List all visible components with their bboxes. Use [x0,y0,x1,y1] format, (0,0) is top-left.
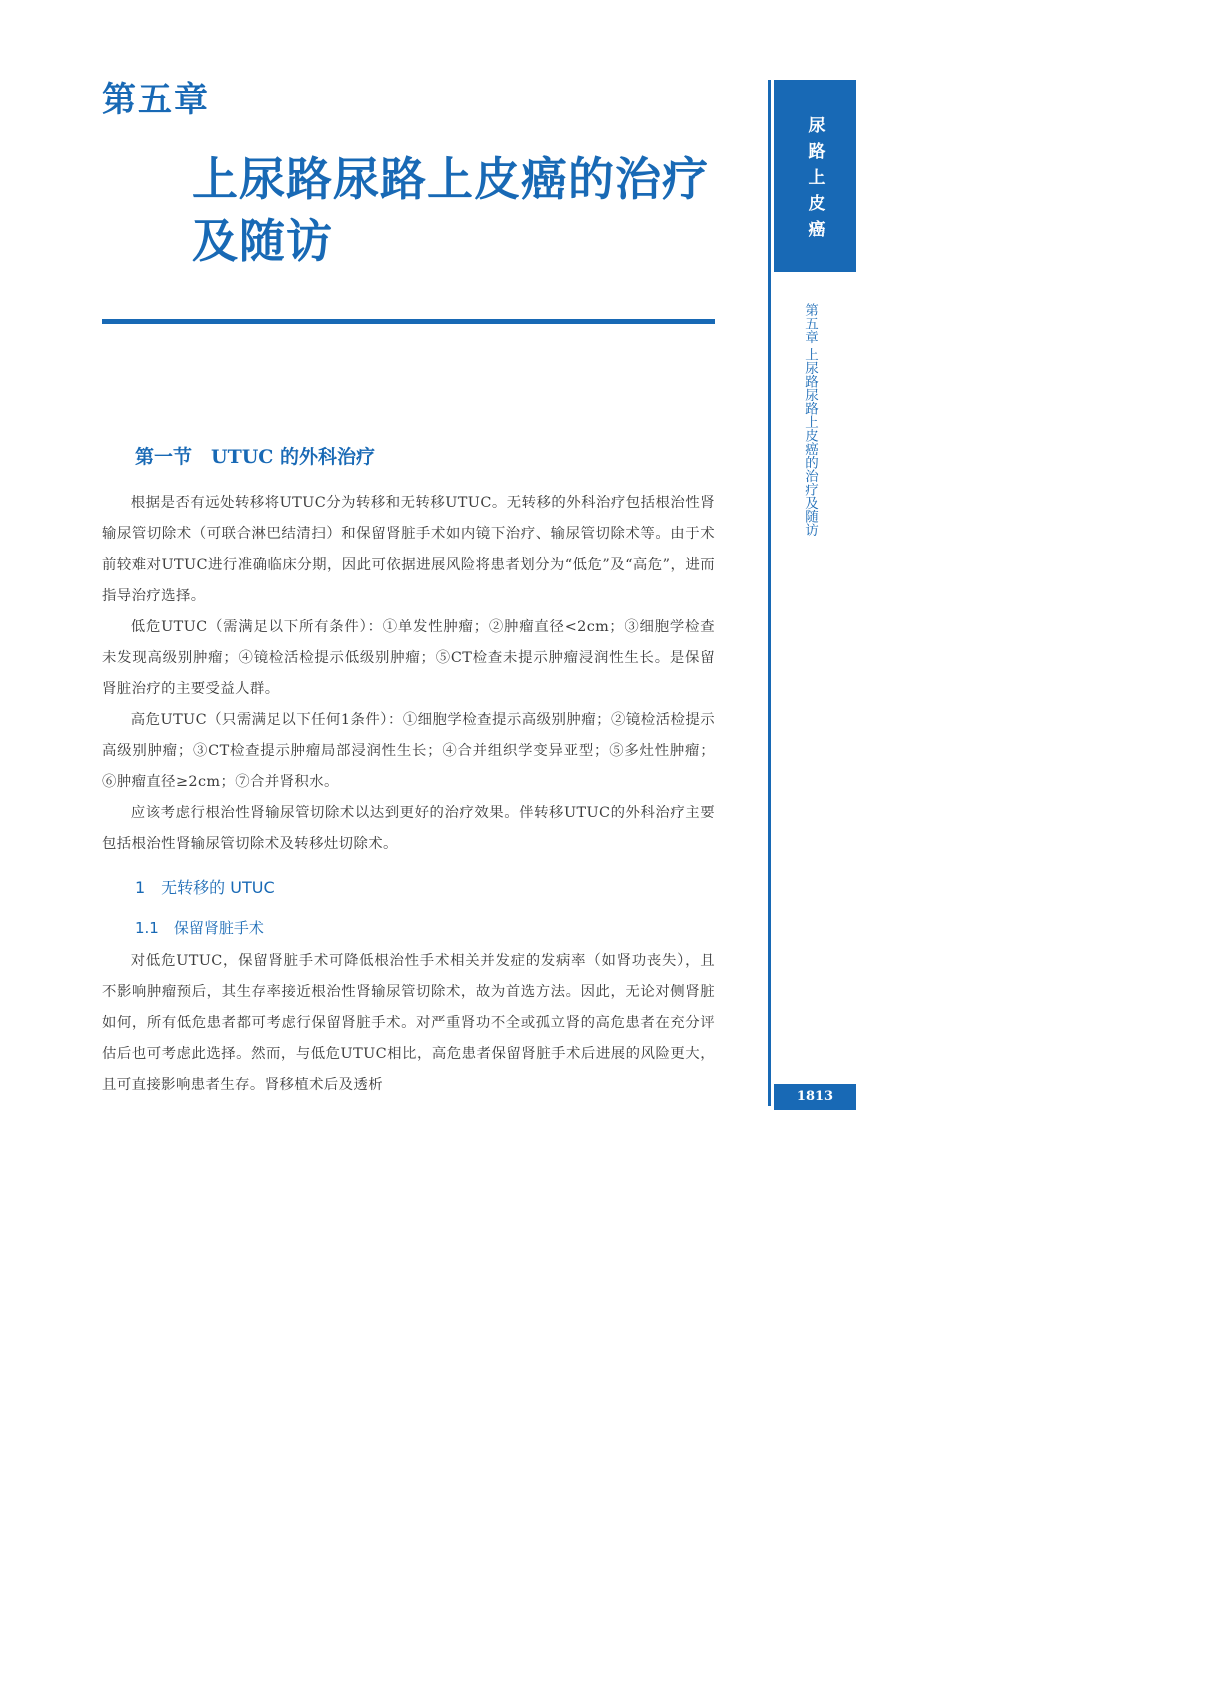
paragraph: 对低危UTUC，保留肾脏手术可降低根治性手术相关并发症的发病率（如肾功丧失），且不影响肿瘤预后，其生存率接近根治性肾输尿管切除术，故为首选方法。因此，无论对侧肾脏如何，所有低危患者都可考虑行保留肾脏手术。对严重肾功不全或孤立肾的高危患者在充分评估后也可考虑此选择。然而，与低危UTUC相比，高危患者保留肾脏手术后进展的风险更大，且可直接影响患者生存。肾移植术后及透析 [102,953,715,1093]
subsubsection-body [102,946,715,1101]
section-heading: 第一节 UTUC 的外科治疗 [135,446,376,468]
title-divider [102,319,715,324]
paragraph: 根据是否有远处转移将UTUC分为转移和无转移UTUC。无转移的外科治疗包括根治性肾输尿管切除术（可联合淋巴结清扫）和保留肾脏手术如内镜下治疗、输尿管切除术等。由于术前较难对UTUC进行准确临床分期，因此可依据进展风险将患者划分为“低危”及“高危”，进而指导治疗选择。 [102,495,715,604]
chapter-tab [774,80,856,272]
subsection-heading: 1 无转移的 UTUC [135,878,275,897]
margin-rule [768,80,771,1106]
running-head: 第五章 上尿路尿路上皮癌的治疗及随访 [802,303,818,537]
subsubsection-heading: 1.1 保留肾脏手术 [135,919,264,937]
chapter-label: 第五章 [102,80,210,120]
section-body [102,488,715,860]
page-number: 1813 [774,1084,856,1110]
chapter-title: 上尿路尿路上皮癌的治疗及随访 [192,152,709,268]
paragraph: 低危UTUC（需满足以下所有条件）：①单发性肿瘤；②肿瘤直径<2cm；③细胞学检查未发现高级别肿瘤；④镜检活检提示低级别肿瘤；⑤CT检查未提示肿瘤浸润性生长。是保留肾脏治疗的主要受益人群。 [102,619,715,697]
chapter-tab-label: 尿路上皮癌 [804,116,825,246]
paragraph: 高危UTUC（只需满足以下任何1条件）：①细胞学检查提示高级别肿瘤；②镜检活检提示高级别肿瘤；③CT检查提示肿瘤局部浸润性生长；④合并组织学变异亚型；⑤多灶性肿瘤；⑥肿瘤直径≥2cm；⑦合并肾积水。 [102,712,715,790]
paragraph: 应该考虑行根治性肾输尿管切除术以达到更好的治疗效果。伴转移UTUC的外科治疗主要包括根治性肾输尿管切除术及转移灶切除术。 [102,805,715,852]
